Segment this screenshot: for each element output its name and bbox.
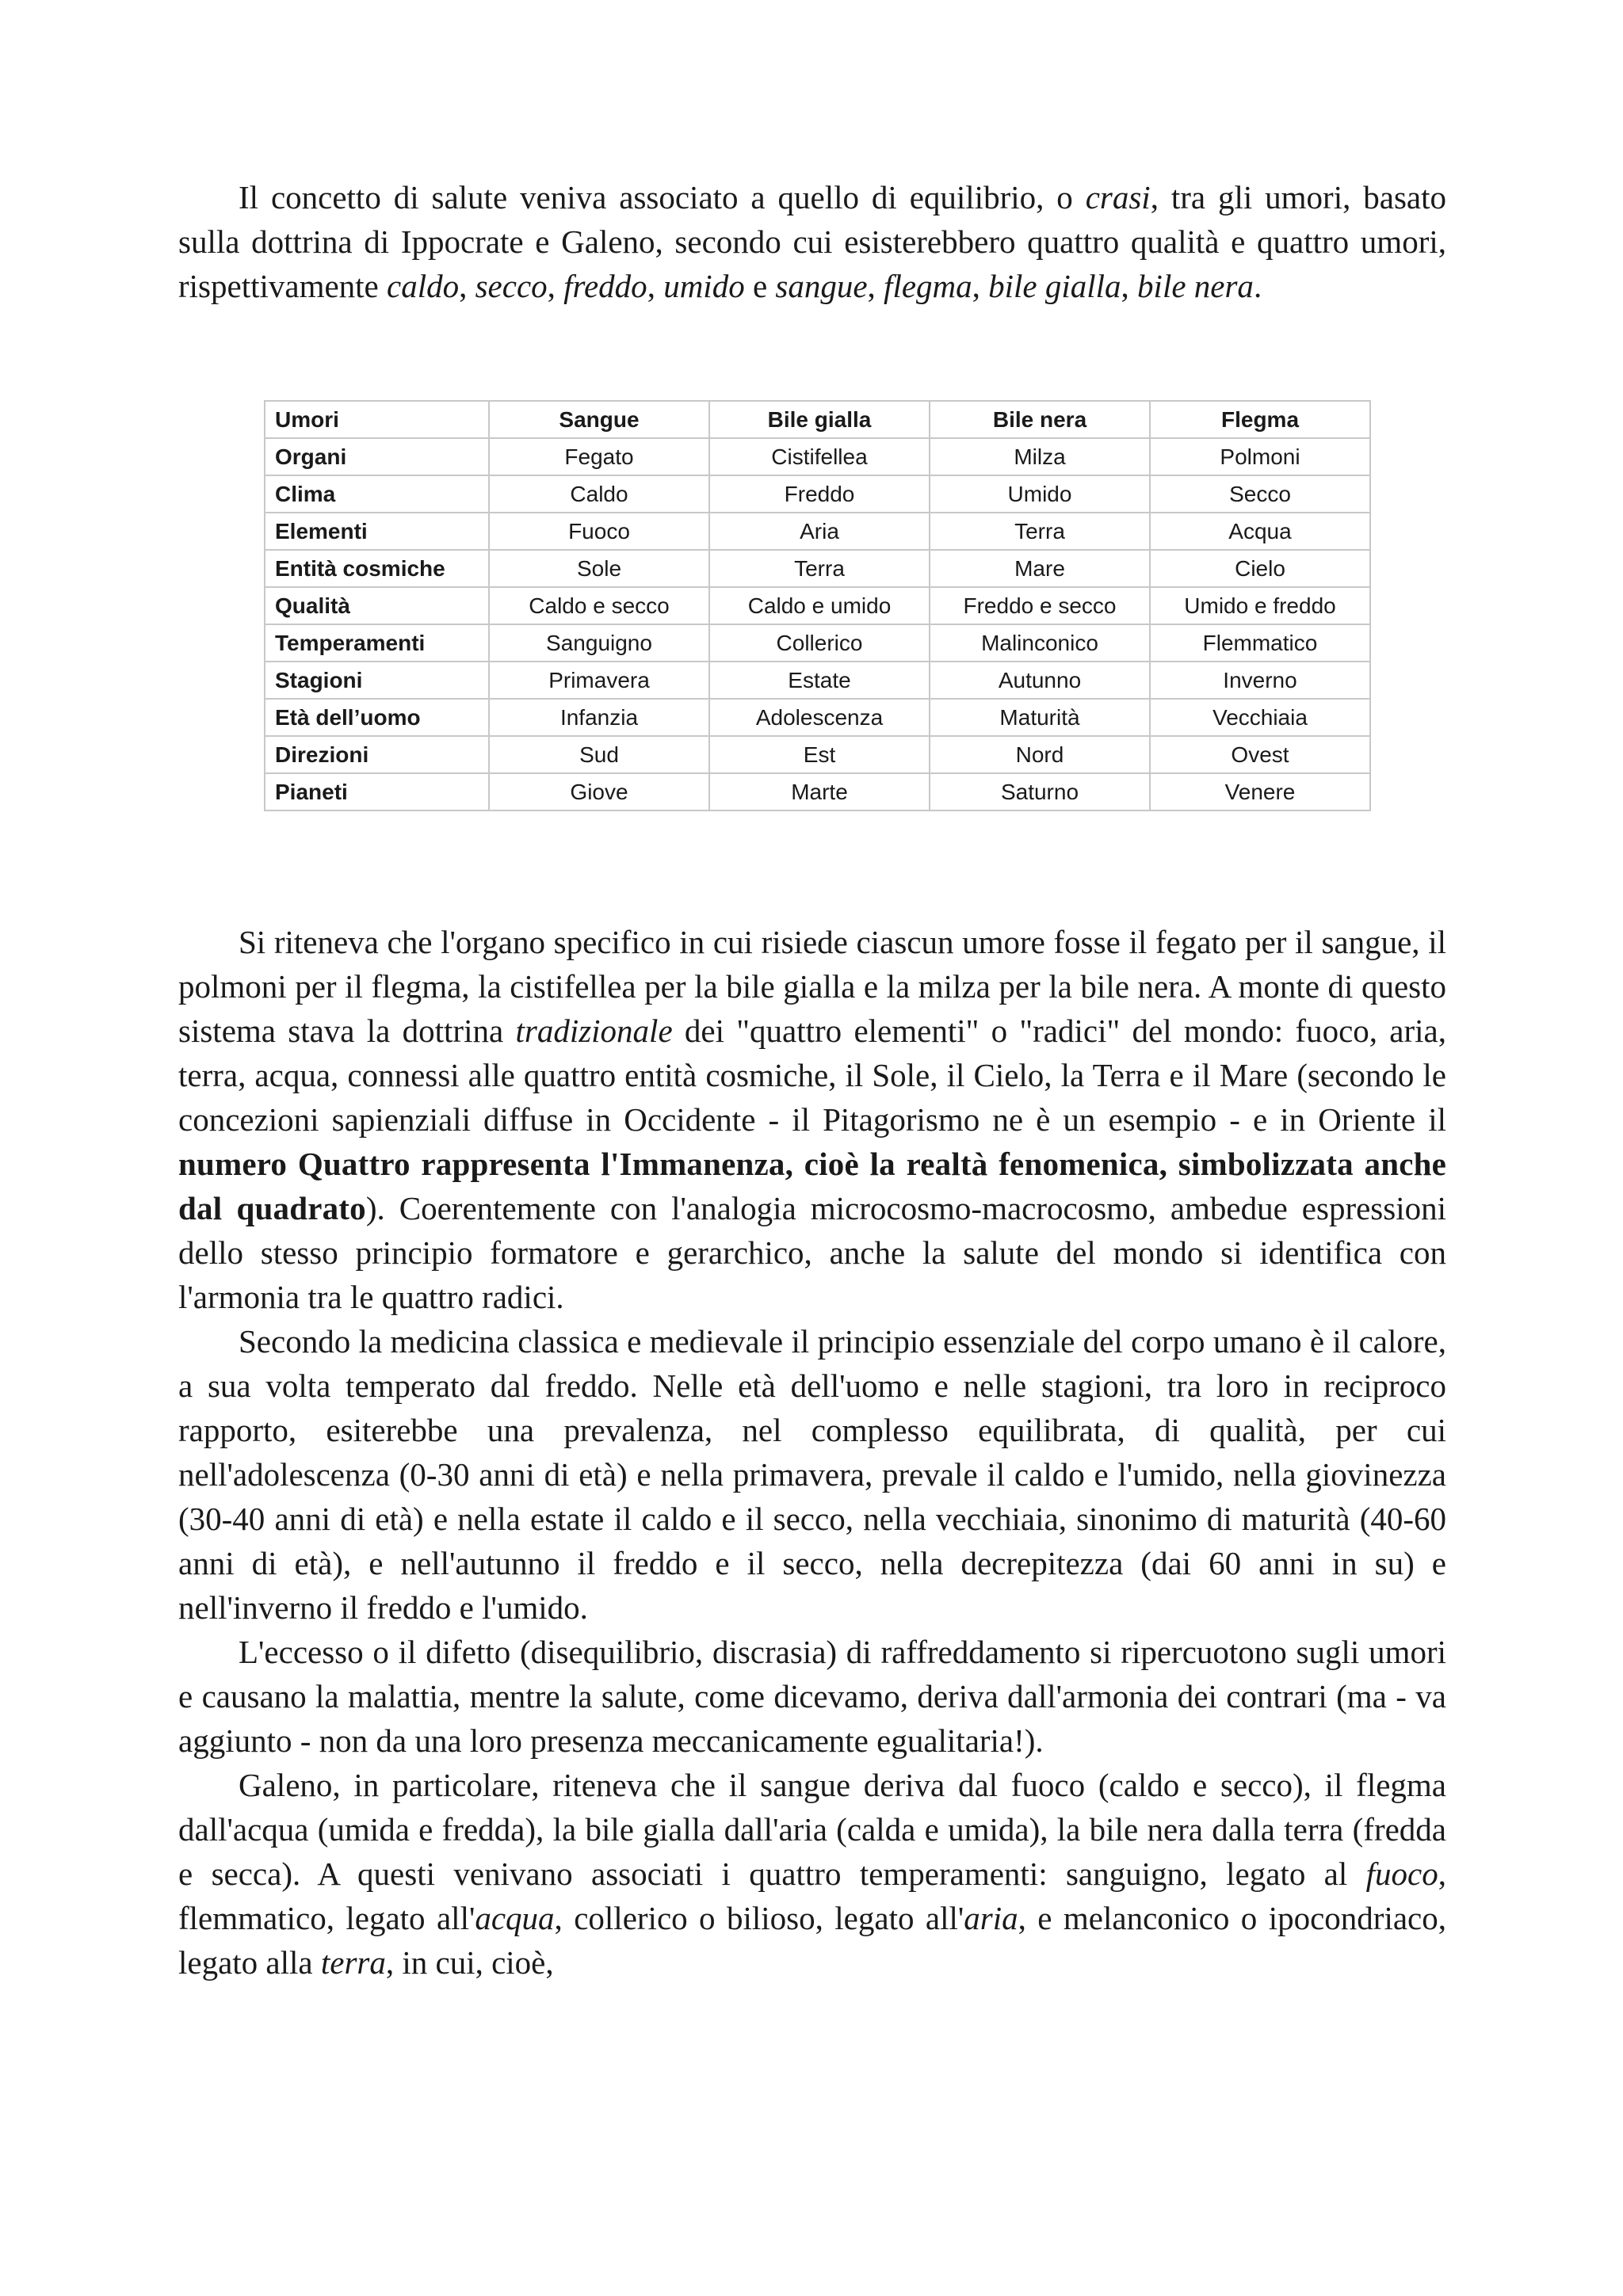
term-bile-nera: bile nera <box>1137 268 1254 304</box>
table-cell: Acqua <box>1150 513 1370 550</box>
body-text <box>178 920 1446 1985</box>
term-crasi: crasi <box>1085 179 1151 215</box>
table-header-row <box>265 401 1370 438</box>
table-cell: Est <box>709 736 930 773</box>
humors-table <box>264 400 1371 811</box>
table-cell: Aria <box>709 513 930 550</box>
table-row <box>265 550 1370 587</box>
table-cell: Flemmatico <box>1150 624 1370 662</box>
row-label: Qualità <box>265 587 489 624</box>
table-row <box>265 475 1370 513</box>
table-cell: Cielo <box>1150 550 1370 587</box>
humors-table-container <box>264 400 1369 811</box>
table-cell: Inverno <box>1150 662 1370 699</box>
table-cell: Freddo e secco <box>930 587 1150 624</box>
table-row <box>265 438 1370 475</box>
term-bile-gialla: bile gialla <box>988 268 1121 304</box>
table-cell: Infanzia <box>489 699 709 736</box>
table-cell: Primavera <box>489 662 709 699</box>
table-row <box>265 513 1370 550</box>
row-label: Organi <box>265 438 489 475</box>
row-label: Stagioni <box>265 662 489 699</box>
row-label: Clima <box>265 475 489 513</box>
paragraph: Secondo la medicina classica e medievale il principio essenziale del corpo umano è il calore, a sua volta temperato dal freddo. Nelle età dell'uomo e nelle stagioni, tra loro in reciproco rapporto, esiterebbe una prevalenza, nel complesso equilibrata, di qualità, per cui nell'adolescenza (0-30 anni di età) e nella primavera, prevale il caldo e l'umido, nella giovinezza (30-40 anni di età) e nella estate il caldo e il secco, nella vecchiaia, sinonimo di maturità (40-60 anni di età), e nell'autunno il freddo e il secco, nella decrepitezza (dai 60 anni in su) e nell'inverno il freddo e l'umido. <box>178 1323 1446 1626</box>
table-cell: Venere <box>1150 773 1370 810</box>
table-cell: Secco <box>1150 475 1370 513</box>
term-tradizionale: tradizionale <box>515 1013 673 1049</box>
term-acqua: acqua <box>475 1900 555 1936</box>
table-cell: Estate <box>709 662 930 699</box>
table-cell: Umido <box>930 475 1150 513</box>
term-sangue: sangue <box>775 268 868 304</box>
row-label: Temperamenti <box>265 624 489 662</box>
table-cell: Collerico <box>709 624 930 662</box>
table-cell: Nord <box>930 736 1150 773</box>
table-cell: Vecchiaia <box>1150 699 1370 736</box>
table-cell: Mare <box>930 550 1150 587</box>
table-row <box>265 662 1370 699</box>
row-label: Direzioni <box>265 736 489 773</box>
bold-statement: numero Quattro rappresenta l'Immanenza, cioè la realtà fenomenica, simbolizzata anche dal quadrato <box>178 1146 1446 1226</box>
term-umido: umido <box>663 268 745 304</box>
paragraph: L'eccesso o il difetto (disequilibrio, discrasia) di raffreddamento si ripercuotono sugli umori e causano la malattia, mentre la salute, come dicevamo, deriva dall'armonia dei contrari (ma - va aggiunto - non da una loro presenza meccanicamente egualitaria!). <box>178 1634 1446 1759</box>
table-header-cell: Flegma <box>1150 401 1370 438</box>
table-row <box>265 773 1370 810</box>
row-label: Entità cosmiche <box>265 550 489 587</box>
table-cell: Saturno <box>930 773 1150 810</box>
term-freddo: freddo <box>563 268 647 304</box>
table-row <box>265 587 1370 624</box>
intro-paragraph: Il concetto di salute veniva associato a quello di equilibrio, o crasi, tra gli umori, basato sulla dottrina di Ippocrate e Galeno, secondo cui esisterebbero quattro qualità e quattro umori, rispettivamente caldo, secco, freddo, umido e sangue, flegma, bile gialla, bile nera. <box>178 179 1446 304</box>
table-cell: Terra <box>709 550 930 587</box>
table-cell: Malinconico <box>930 624 1150 662</box>
term-fuoco: fuoco <box>1365 1855 1438 1892</box>
paragraph: Galeno, in particolare, riteneva che il sangue deriva dal fuoco (caldo e secco), il flegma dall'acqua (umida e fredda), la bile gialla dall'aria (calda e umida), la bile nera dalla terra (fredda e secca). A questi venivano associati i quattro temperamenti: sanguigno, legato al fuoco, flemmatico, legato all'acqua, collerico o bilioso, legato all'aria, e melanconico o ipocondriaco, legato alla terra, in cui, cioè, <box>178 1767 1446 1981</box>
term-aria: aria <box>964 1900 1018 1936</box>
table-cell: Fuoco <box>489 513 709 550</box>
row-label: Pianeti <box>265 773 489 810</box>
table-cell: Sanguigno <box>489 624 709 662</box>
term-flegma: flegma <box>884 268 972 304</box>
table-cell: Terra <box>930 513 1150 550</box>
table-cell: Giove <box>489 773 709 810</box>
paragraph: Si riteneva che l'organo specifico in cui risiede ciascun umore fosse il fegato per il sangue, il polmoni per il flegma, la cistifellea per la bile gialla e la milza per la bile nera. A monte di questo sistema stava la dottrina tradizionale dei "quattro elementi" o "radici" del mondo: fuoco, aria, terra, acqua, connessi alle quattro entità cosmiche, il Sole, il Cielo, la Terra e il Mare (secondo le concezioni sapienziali diffuse in Occidente - il Pitagorismo ne è un esempio - e in Oriente il numero Quattro rappresenta l'Immanenza, cioè la realtà fenomenica, simbolizzata anche dal quadrato). Coerentemente con l'analogia microcosmo-macrocosmo, ambedue espressioni dello stesso principio formatore e gerarchico, anche la salute del mondo si identifica con l'armonia tra le quattro radici. <box>178 924 1446 1315</box>
table-header-cell: Bile nera <box>930 401 1150 438</box>
table-row <box>265 736 1370 773</box>
table-cell: Adolescenza <box>709 699 930 736</box>
table-cell: Ovest <box>1150 736 1370 773</box>
table-cell: Fegato <box>489 438 709 475</box>
term-terra: terra <box>320 1944 386 1981</box>
term-caldo: caldo <box>387 268 460 304</box>
table-cell: Marte <box>709 773 930 810</box>
table-cell: Polmoni <box>1150 438 1370 475</box>
term-secco: secco <box>475 268 548 304</box>
row-label: Età dell’uomo <box>265 699 489 736</box>
row-label: Elementi <box>265 513 489 550</box>
table-cell: Autunno <box>930 662 1150 699</box>
table-cell: Freddo <box>709 475 930 513</box>
table-cell: Sole <box>489 550 709 587</box>
table-cell: Maturità <box>930 699 1150 736</box>
table-row <box>265 699 1370 736</box>
table-cell: Cistifellea <box>709 438 930 475</box>
table-header-cell: Umori <box>265 401 489 438</box>
table-header-cell: Bile gialla <box>709 401 930 438</box>
table-cell: Umido e freddo <box>1150 587 1370 624</box>
table-cell: Caldo e umido <box>709 587 930 624</box>
table-header-cell: Sangue <box>489 401 709 438</box>
table-cell: Sud <box>489 736 709 773</box>
table-cell: Milza <box>930 438 1150 475</box>
table-cell: Caldo <box>489 475 709 513</box>
table-cell: Caldo e secco <box>489 587 709 624</box>
table-row <box>265 624 1370 662</box>
